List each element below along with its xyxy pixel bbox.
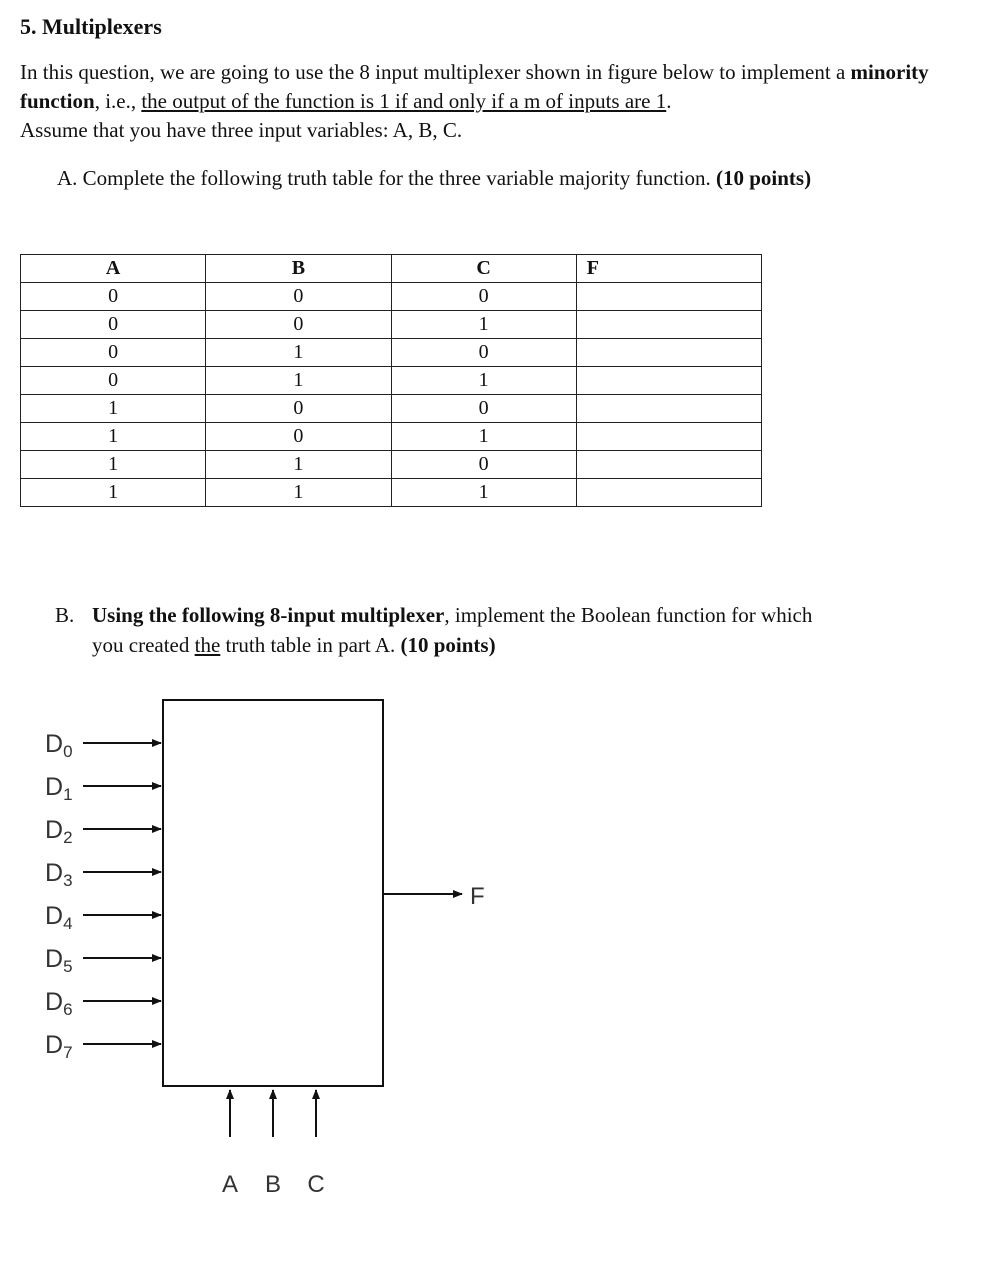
input-label-d7: $D_7$ — [45, 1031, 73, 1062]
multiplexer-diagram — [0, 680, 560, 1220]
table-row: 1 1 1 — [21, 479, 762, 507]
table-row: 1 1 0 — [21, 451, 762, 479]
header-c: C — [391, 255, 576, 283]
question-intro: In this question, we are going to use the 8 input multiplexer shown in figure below to implement a minority function, i.e., the output of the function is 1 if and only if a m of inputs are 1. Assume that you have three input variables: A, B, C. — [20, 60, 929, 142]
input-label-d0: $D_0$ — [45, 730, 73, 761]
mux-body — [163, 700, 383, 1086]
header-b: B — [206, 255, 391, 283]
input-label-d6: $D_6$ — [45, 988, 73, 1019]
input-label-d5: $D_5$ — [45, 945, 73, 976]
minority-function-term: minority function — [20, 60, 929, 113]
part-b-points: (10 points) — [400, 633, 496, 657]
f-answer-cell[interactable] — [576, 451, 761, 479]
part-a-prompt — [57, 163, 811, 193]
select-label-b: B — [264, 1171, 282, 1198]
part-b-bold: Using the following 8-input multiplexer — [92, 603, 445, 627]
table-row: 0 0 0 — [21, 283, 762, 311]
input-label-d4: $D_4$ — [45, 902, 73, 933]
question-title: 5. Multiplexers — [20, 14, 162, 39]
part-a-points: (10 points) — [715, 166, 812, 190]
part-b-label: B. — [55, 603, 75, 627]
f-answer-cell[interactable] — [576, 395, 761, 423]
header-a: A — [21, 255, 206, 283]
part-b-prompt: B. Using the following 8-input multiplexer, implement the Boolean function for which you created the truth table in part A. (10 points) — [55, 600, 935, 660]
table-row: 0 0 1 — [21, 311, 762, 339]
table-row: 1 0 0 — [21, 395, 762, 423]
part-a-label: A. — [57, 166, 78, 190]
function-definition: the output of the function is 1 if and only if a m of inputs are 1 — [141, 89, 667, 113]
input-label-d3: $D_3$ — [45, 859, 73, 890]
input-label-d1: $D_1$ — [45, 773, 73, 804]
part-a-text: Complete the following truth table for the three variable majority function. — [82, 166, 711, 190]
f-answer-cell[interactable] — [576, 283, 761, 311]
truth-table — [20, 254, 762, 507]
f-answer-cell[interactable] — [576, 311, 761, 339]
truth-table-header — [21, 255, 762, 283]
f-answer-cell[interactable] — [576, 339, 761, 367]
select-label-a: A — [221, 1171, 239, 1198]
f-answer-cell[interactable] — [576, 423, 761, 451]
table-row: 0 1 0 — [21, 339, 762, 367]
header-f: F — [576, 255, 761, 283]
f-answer-cell[interactable] — [576, 479, 761, 507]
table-row: 1 0 1 — [21, 423, 762, 451]
select-label-c: C — [307, 1171, 325, 1198]
table-row: 0 1 1 — [21, 367, 762, 395]
input-label-d2: $D_2$ — [45, 816, 73, 847]
f-answer-cell[interactable] — [576, 367, 761, 395]
output-label-f: F — [470, 883, 485, 910]
